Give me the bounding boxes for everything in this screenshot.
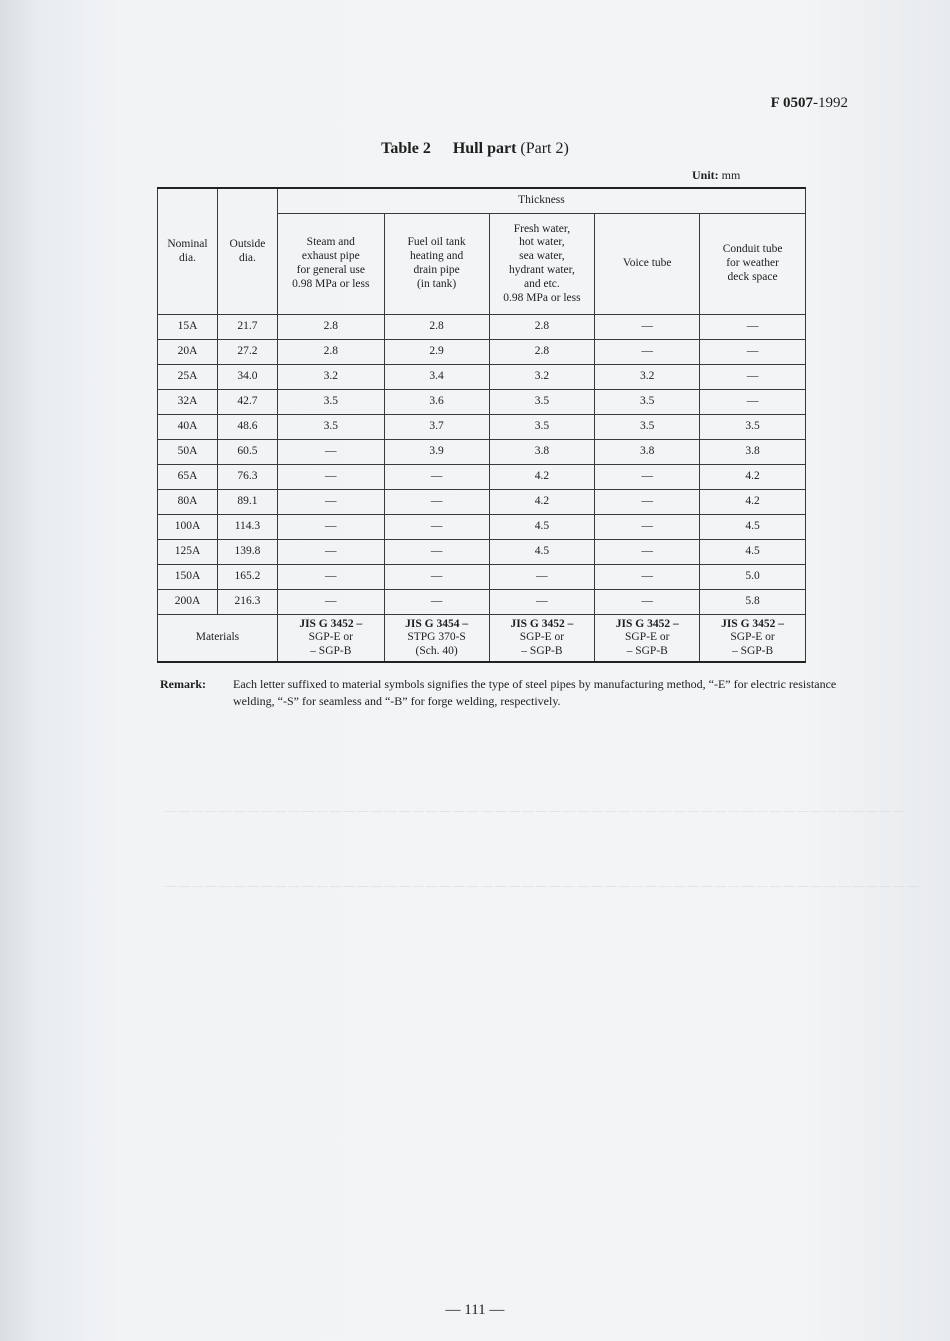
table-cell: 15A (158, 315, 218, 340)
table-cell: — (595, 565, 700, 590)
table-cell: 25A (158, 365, 218, 390)
table-cell: 3.9 (384, 440, 489, 465)
table-cell: 42.7 (217, 390, 277, 415)
table-cell: 2.8 (489, 340, 595, 365)
material-conduit: JIS G 3452 – SGP-E or – SGP-B (700, 615, 806, 663)
table-title (0, 140, 950, 158)
table-cell: — (277, 465, 384, 490)
remark-note (160, 676, 840, 711)
table-cell: 3.6 (384, 390, 489, 415)
table-row (158, 440, 806, 465)
header-outside-dia: Outside dia. (217, 188, 277, 315)
table-cell: 4.2 (489, 465, 595, 490)
table-cell: 3.8 (489, 440, 595, 465)
header-steam: Steam and exhaust pipe for general use 0.98 MPa or less (277, 214, 384, 315)
page-number: — 111 — (445, 1302, 505, 1318)
table-cell: 4.5 (700, 540, 806, 565)
table-cell: — (384, 540, 489, 565)
table-cell: — (700, 365, 806, 390)
table-cell: 34.0 (217, 365, 277, 390)
header-fresh-water: Fresh water, hot water, sea water, hydrant water, and etc. 0.98 MPa or less (489, 214, 595, 315)
table-cell: 100A (158, 515, 218, 540)
table-cell: — (595, 515, 700, 540)
table-cell: 3.5 (489, 415, 595, 440)
table-cell: — (595, 540, 700, 565)
table-cell: 3.5 (277, 390, 384, 415)
table-row (158, 490, 806, 515)
table-cell: 165.2 (217, 565, 277, 590)
document-id: F 0507-1992 (770, 95, 848, 111)
table-row (158, 365, 806, 390)
table-cell: 3.2 (489, 365, 595, 390)
thickness-table (157, 187, 806, 663)
material-voice: JIS G 3452 – SGP-E or – SGP-B (595, 615, 700, 663)
table-cell: — (489, 565, 595, 590)
table-cell: 125A (158, 540, 218, 565)
table-cell: 4.2 (700, 490, 806, 515)
table-cell: 60.5 (217, 440, 277, 465)
table-cell: 76.3 (217, 465, 277, 490)
table-cell: 50A (158, 440, 218, 465)
table-row (158, 515, 806, 540)
table-cell: — (384, 465, 489, 490)
table-name: Hull part (452, 140, 517, 157)
table-cell: 150A (158, 565, 218, 590)
table-cell: — (595, 490, 700, 515)
bleed-through-text: — — — — — — — — — — — — — — — — — — — — — — — — — — — — — — — — — — — — — — — — — — — — — — — — — — — — — — — (165, 880, 919, 892)
table-cell: — (489, 590, 595, 615)
header-thickness: Thickness (277, 188, 805, 214)
table-cell: 5.8 (700, 590, 806, 615)
unit-label: Unit: mm (692, 168, 741, 182)
remark-text: Each letter suffixed to material symbols signifies the type of steel pipes by manufacturing method, “-E” for electric resistance welding, “-S” for seamless and “-B” for forge welding, respectively. (233, 677, 837, 709)
table-cell: — (277, 590, 384, 615)
table-cell: 3.8 (700, 440, 806, 465)
table-part: (Part 2) (520, 140, 569, 157)
table-cell: 48.6 (217, 415, 277, 440)
material-steam: JIS G 3452 – SGP-E or – SGP-B (277, 615, 384, 663)
table-cell: 3.8 (595, 440, 700, 465)
table-cell: 27.2 (217, 340, 277, 365)
table-cell: 5.0 (700, 565, 806, 590)
materials-label: Materials (158, 615, 278, 663)
table-cell: 139.8 (217, 540, 277, 565)
table-cell: — (595, 315, 700, 340)
table-cell: 2.8 (277, 315, 384, 340)
table-cell: 3.2 (277, 365, 384, 390)
table-cell: 3.5 (489, 390, 595, 415)
table-cell: 3.7 (384, 415, 489, 440)
table-cell: — (700, 340, 806, 365)
table-row (158, 390, 806, 415)
table-cell: — (277, 565, 384, 590)
table-cell: 2.8 (489, 315, 595, 340)
table-row (158, 340, 806, 365)
table-cell: — (700, 390, 806, 415)
table-cell: — (700, 315, 806, 340)
table-cell: — (277, 490, 384, 515)
header-conduit-tube: Conduit tube for weather deck space (700, 214, 806, 315)
table-cell: 4.2 (700, 465, 806, 490)
table-cell: 200A (158, 590, 218, 615)
material-fuel: JIS G 3454 – STPG 370-S (Sch. 40) (384, 615, 489, 663)
table-number: Table 2 (381, 140, 431, 157)
table-cell: 3.5 (277, 415, 384, 440)
table-cell: — (384, 565, 489, 590)
table-cell: 4.2 (489, 490, 595, 515)
table-cell: 3.5 (595, 390, 700, 415)
table-row (158, 465, 806, 490)
table-cell: 4.5 (489, 515, 595, 540)
table-cell: 32A (158, 390, 218, 415)
table-cell: 4.5 (489, 540, 595, 565)
table-cell: — (277, 540, 384, 565)
header-nominal-dia: Nominal dia. (158, 188, 218, 315)
table-cell: 80A (158, 490, 218, 515)
materials-row (158, 615, 806, 663)
table-cell: 3.5 (595, 415, 700, 440)
table-cell: — (384, 490, 489, 515)
table-cell: 3.5 (700, 415, 806, 440)
table-cell: 114.3 (217, 515, 277, 540)
table-row (158, 415, 806, 440)
table-cell: 4.5 (700, 515, 806, 540)
table-cell: 21.7 (217, 315, 277, 340)
table-cell: 2.9 (384, 340, 489, 365)
table-row (158, 540, 806, 565)
table-cell: 20A (158, 340, 218, 365)
table-cell: — (595, 590, 700, 615)
table-cell: — (277, 440, 384, 465)
table-row (158, 565, 806, 590)
table-cell: — (384, 590, 489, 615)
table-cell: 89.1 (217, 490, 277, 515)
table-cell: — (277, 515, 384, 540)
table-cell: 3.4 (384, 365, 489, 390)
table-cell: 40A (158, 415, 218, 440)
header-fuel-oil: Fuel oil tank heating and drain pipe (in tank) (384, 214, 489, 315)
table-cell: — (595, 465, 700, 490)
bleed-through-text: — — — — — — — — — — — — — — — — — — — — — — — — — — — — — — — — — — — — — — — — — — — — — — — — — — — — — — (165, 805, 905, 817)
table-cell: 3.2 (595, 365, 700, 390)
table-cell: 65A (158, 465, 218, 490)
table-cell: — (384, 515, 489, 540)
table-cell: 2.8 (384, 315, 489, 340)
table-cell: 2.8 (277, 340, 384, 365)
table-cell: 216.3 (217, 590, 277, 615)
remark-label: Remark: (160, 677, 206, 691)
header-voice-tube: Voice tube (595, 214, 700, 315)
material-fresh: JIS G 3452 – SGP-E or – SGP-B (489, 615, 595, 663)
table-row (158, 590, 806, 615)
table-row (158, 315, 806, 340)
table-cell: — (595, 340, 700, 365)
